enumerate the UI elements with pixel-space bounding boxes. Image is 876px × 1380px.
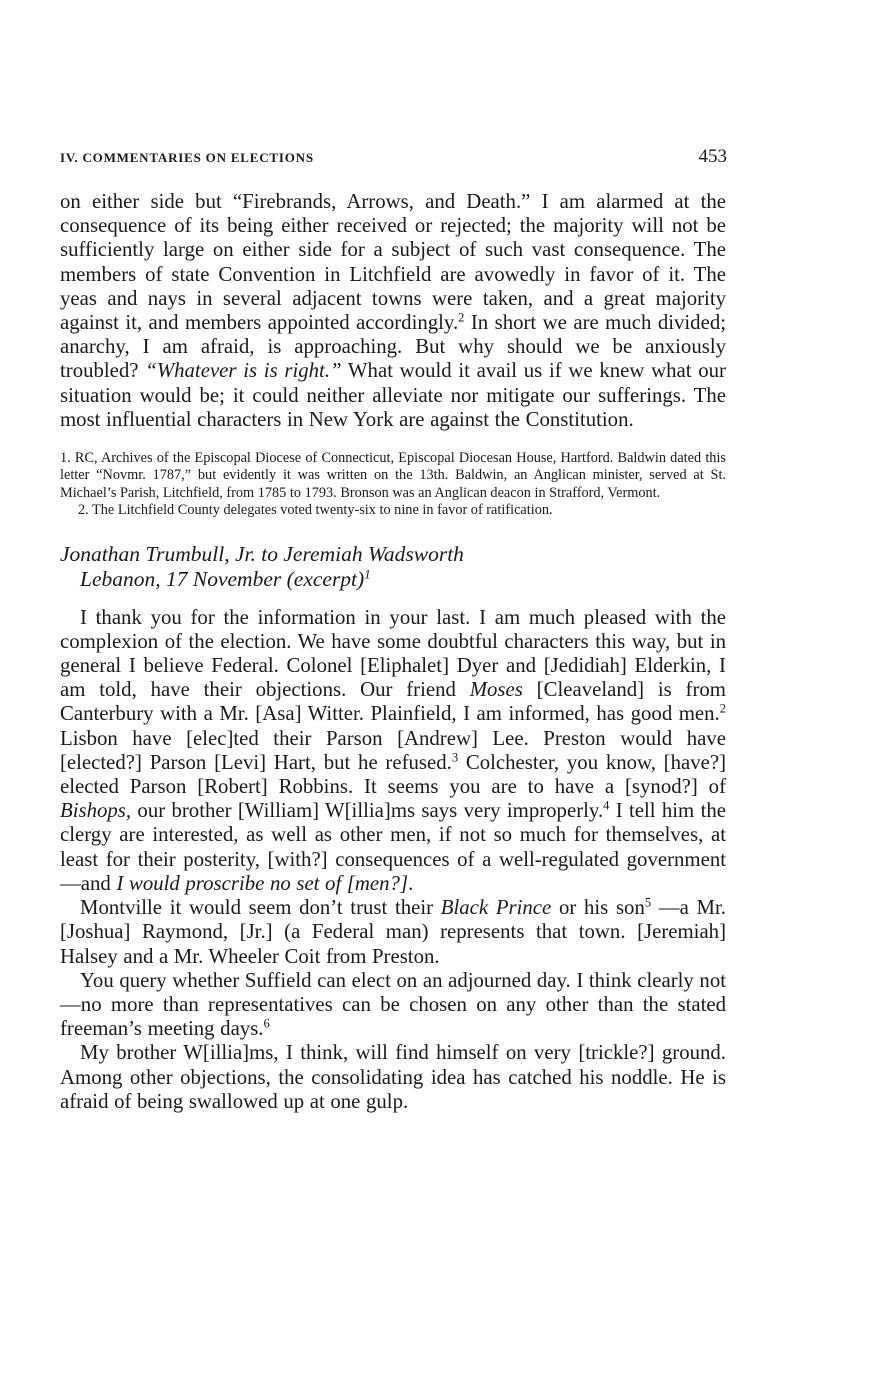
italic-text: “Whatever is is right.” [145,359,342,383]
footnotes-block [60,450,726,520]
italic-text: Bishops, [60,799,132,823]
text-run: our brother [William] W[illia]ms says very improperly. [131,799,604,823]
footnote [60,450,726,502]
body-paragraph [60,190,726,432]
text-run: on either side but “Firebrands, Arrows, and Death.” I am alarmed at the consequence of its being either received or rejected; the majority will not be sufficiently large on either side for a subject of such vast consequence. The members of state Convention in Litchfield are avowedly in favor of it. The yeas and nays in several adjacent towns were taken, and a great majority against it, and members appointed accordingly. [60,190,726,335]
heading-place-date [60,567,726,592]
letter-heading [60,542,726,592]
text-run: In short we are much divided; anarchy, I am afraid, is approaching. But why should we be anxiously troubled? [60,311,726,383]
text-run: I thank you for the information in your last. I am much pleased with the complexion of the election. We have some doubtful characters this way, but in general I believe Federal. Colonel [Eliphalet] Dyer and [Jedidiah] Elderkin, I am told, have their objections. Our friend [60,605,726,702]
text-run: Colchester, you know, [have?] elected Parson [Robert] Robbins. It seems you are to have a [synod?] of [60,750,727,799]
italic-text: Moses [469,678,523,702]
footnote-ref: 2 [719,701,726,716]
footnote [60,502,726,519]
text-run: or his son [551,896,645,920]
body-paragraph [60,896,726,969]
body-paragraph [60,606,726,896]
text-run: What would it avail us if we knew what our situation would be; it could neither alleviate nor mitigate our sufferings. The most influential characters in New York are against the Constitution. [60,359,726,431]
italic-text: Black Prince [440,896,552,920]
body-paragraph [60,969,726,1042]
text-column [60,190,726,1114]
page-header [60,146,726,168]
heading-place-date-text: Lebanon, 17 November (excerpt) [80,566,365,591]
footnote-ref: 5 [644,895,652,910]
text-run: . [408,871,414,895]
footnote-ref: 6 [263,1016,270,1031]
body-paragraph [60,1041,726,1114]
page-number: 453 [698,146,727,167]
text-run: You query whether Suffield can elect on an adjourned day. I think clearly not—no more than representatives can be chosen on any other than the stated freeman’s meeting days. [60,968,726,1041]
footnote-ref: 3 [451,750,459,765]
text-run: Montville it would seem don’t trust their [80,896,441,920]
text-run: [Cleaveland] is from Canterbury with a Mr. [Asa] Witter. Plainfield, I am informed, has good men. [60,678,726,726]
text-run: I tell him the clergy are interested, as well as other men, if not so much for themselves, at least for their posterity, [with?] consequences of a well-regulated government—and [60,799,726,895]
text-run: My brother W[illia]ms, I think, will find himself on very [trickle?] ground. Among other objections, the consolidating idea has catched his noddle. He is afraid of being swallowed up at one gulp. [60,1041,726,1113]
footnote-ref: 4 [603,798,610,813]
footnote-ref: 2 [458,310,465,325]
italic-text: I would proscribe no set of [men?] [116,871,409,895]
text-run: 2. The Litchfield County delegates voted twenty-six to nine in favor of ratification. [78,502,553,519]
running-head: IV. COMMENTARIES ON ELECTIONS [60,150,314,165]
heading-correspondents: Jonathan Trumbull, Jr. to Jeremiah Wadsworth [60,541,464,566]
text-run: Lisbon have [elec]ted their Parson [Andrew] Lee. Preston would have [elected?] Parson [Levi] Hart, but he refused. [60,726,726,774]
text-run: 1. RC, Archives of the Episcopal Diocese of Connecticut, Episcopal Diocesan House, Hartford. Baldwin dated this letter “Novmr. 1787,” but evidently it was written on the 13th. Baldwin, an Anglican minister, served at St. Michael’s Parish, Litchfield, from 1785 to 1793. Bronson was an Anglican deacon in Strafford, Vermont. [60,450,726,501]
text-run: —a Mr. [Joshua] Raymond, [Jr.] (a Federal man) represents that town. [Jeremiah] Halsey and a Mr. Wheeler Coit from Preston. [60,896,726,968]
heading-note-ref: 1 [364,566,371,581]
